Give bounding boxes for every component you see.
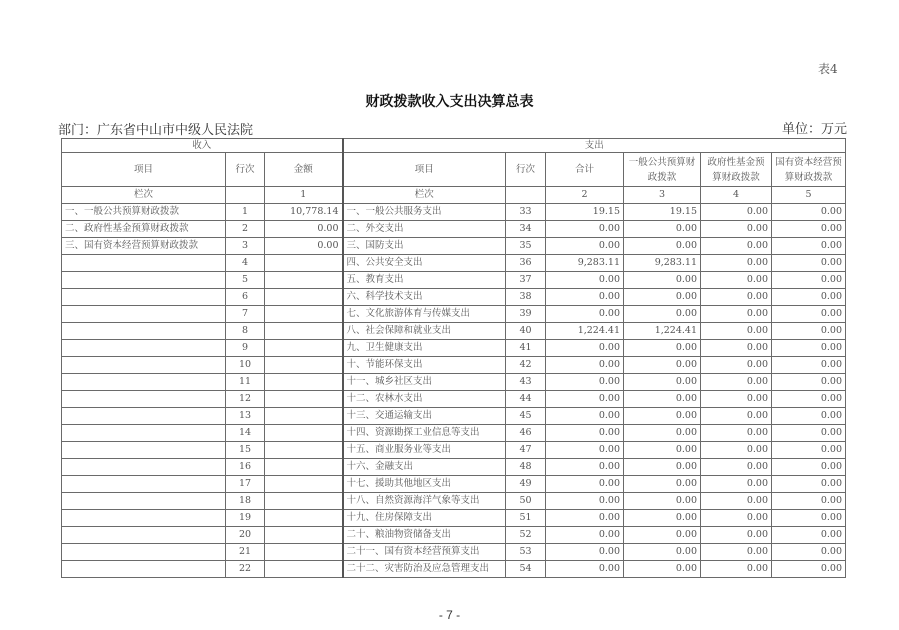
cell-total: 0.00 [546, 544, 624, 561]
table-row [62, 357, 846, 374]
cell-income-line: 11 [226, 374, 265, 391]
cell-gov-fund: 0.00 [701, 255, 772, 272]
table-row [62, 289, 846, 306]
page-number: - 7 - [438, 608, 461, 622]
cell-gov-fund: 0.00 [701, 289, 772, 306]
table-row [62, 527, 846, 544]
cell-total: 0.00 [546, 442, 624, 459]
cell-expense-line: 35 [506, 238, 546, 255]
cell-expense-item: 十四、资源勘探工业信息等支出 [343, 425, 506, 442]
cell-income-line: 14 [226, 425, 265, 442]
cell-income-item: 二、政府性基金预算财政拨款 [62, 221, 226, 238]
lanci-total: 2 [546, 187, 624, 204]
cell-total: 0.00 [546, 510, 624, 527]
table-row [62, 272, 846, 289]
cell-expense-item: 二十一、国有资本经营预算支出 [343, 544, 506, 561]
cell-income-item [62, 442, 226, 459]
col-state-capital: 国有资本经营预算财政拨款 [772, 153, 846, 187]
cell-gov-fund: 0.00 [701, 544, 772, 561]
col-income-line: 行次 [226, 153, 265, 187]
cell-total: 0.00 [546, 493, 624, 510]
cell-gov-fund: 0.00 [701, 272, 772, 289]
cell-income-item [62, 476, 226, 493]
cell-income-amount [265, 476, 343, 493]
cell-total: 0.00 [546, 340, 624, 357]
cell-general-budget: 0.00 [624, 442, 701, 459]
cell-state-capital: 0.00 [772, 408, 846, 425]
cell-state-capital: 0.00 [772, 357, 846, 374]
cell-general-budget: 0.00 [624, 357, 701, 374]
col-income-amount: 金额 [265, 153, 343, 187]
cell-gov-fund: 0.00 [701, 374, 772, 391]
cell-expense-line: 33 [506, 204, 546, 221]
cell-general-budget: 0.00 [624, 493, 701, 510]
cell-state-capital: 0.00 [772, 510, 846, 527]
cell-total: 9,283.11 [546, 255, 624, 272]
cell-state-capital: 0.00 [772, 391, 846, 408]
cell-general-budget: 0.00 [624, 289, 701, 306]
cell-income-item [62, 272, 226, 289]
cell-expense-item: 十、节能环保支出 [343, 357, 506, 374]
cell-gov-fund: 0.00 [701, 425, 772, 442]
cell-total: 1,224.41 [546, 323, 624, 340]
cell-general-budget: 0.00 [624, 238, 701, 255]
lanci-income-label: 栏次 [62, 187, 226, 204]
page-title: 财政拨款收入支出决算总表 [365, 94, 534, 110]
cell-total: 19.15 [546, 204, 624, 221]
cell-expense-line: 53 [506, 544, 546, 561]
cell-gov-fund: 0.00 [701, 527, 772, 544]
cell-income-item [62, 544, 226, 561]
cell-expense-line: 42 [506, 357, 546, 374]
cell-expense-item: 九、卫生健康支出 [343, 340, 506, 357]
cell-expense-item: 四、公共安全支出 [343, 255, 506, 272]
cell-general-budget: 0.00 [624, 408, 701, 425]
cell-state-capital: 0.00 [772, 221, 846, 238]
unit-label: 单位：万元 [782, 122, 848, 137]
cell-income-line: 2 [226, 221, 265, 238]
cell-total: 0.00 [546, 357, 624, 374]
cell-income-line: 12 [226, 391, 265, 408]
cell-general-budget: 0.00 [624, 272, 701, 289]
cell-state-capital: 0.00 [772, 493, 846, 510]
table-row [62, 323, 846, 340]
col-general-budget: 一般公共预算财政拨款 [624, 153, 701, 187]
cell-general-budget: 0.00 [624, 544, 701, 561]
cell-total: 0.00 [546, 391, 624, 408]
cell-gov-fund: 0.00 [701, 510, 772, 527]
cell-state-capital: 0.00 [772, 238, 846, 255]
cell-general-budget: 19.15 [624, 204, 701, 221]
cell-income-amount [265, 255, 343, 272]
cell-total: 0.00 [546, 374, 624, 391]
table-row [62, 459, 846, 476]
cell-total: 0.00 [546, 459, 624, 476]
cell-general-budget: 0.00 [624, 527, 701, 544]
cell-income-line: 18 [226, 493, 265, 510]
table-row [62, 425, 846, 442]
table-row [62, 561, 846, 578]
cell-state-capital: 0.00 [772, 289, 846, 306]
cell-expense-line: 44 [506, 391, 546, 408]
cell-expense-item: 十五、商业服务业等支出 [343, 442, 506, 459]
cell-gov-fund: 0.00 [701, 493, 772, 510]
cell-income-line: 8 [226, 323, 265, 340]
cell-state-capital: 0.00 [772, 323, 846, 340]
cell-income-amount: 10,778.14 [265, 204, 343, 221]
cell-income-item [62, 357, 226, 374]
cell-income-line: 16 [226, 459, 265, 476]
cell-state-capital: 0.00 [772, 374, 846, 391]
cell-gov-fund: 0.00 [701, 340, 772, 357]
cell-expense-line: 45 [506, 408, 546, 425]
cell-income-item [62, 510, 226, 527]
cell-expense-item: 一、一般公共服务支出 [343, 204, 506, 221]
cell-income-amount [265, 408, 343, 425]
cell-income-item [62, 459, 226, 476]
cell-income-line: 22 [226, 561, 265, 578]
cell-income-amount [265, 306, 343, 323]
cell-income-item [62, 374, 226, 391]
cell-gov-fund: 0.00 [701, 459, 772, 476]
cell-gov-fund: 0.00 [701, 204, 772, 221]
cell-income-item [62, 255, 226, 272]
cell-general-budget: 0.00 [624, 306, 701, 323]
cell-general-budget: 0.00 [624, 391, 701, 408]
cell-expense-line: 43 [506, 374, 546, 391]
cell-income-amount [265, 391, 343, 408]
cell-income-amount [265, 544, 343, 561]
cell-total: 0.00 [546, 272, 624, 289]
cell-state-capital: 0.00 [772, 425, 846, 442]
table-row [62, 255, 846, 272]
cell-income-line: 6 [226, 289, 265, 306]
col-total: 合计 [546, 153, 624, 187]
cell-income-item [62, 408, 226, 425]
cell-income-amount [265, 510, 343, 527]
cell-state-capital: 0.00 [772, 272, 846, 289]
cell-general-budget: 0.00 [624, 374, 701, 391]
fiscal-summary-table [61, 138, 846, 578]
cell-expense-item: 六、科学技术支出 [343, 289, 506, 306]
lanci-fund: 4 [701, 187, 772, 204]
cell-state-capital: 0.00 [772, 306, 846, 323]
cell-expense-item: 十八、自然资源海洋气象等支出 [343, 493, 506, 510]
cell-total: 0.00 [546, 221, 624, 238]
table-row [62, 306, 846, 323]
cell-income-item: 三、国有资本经营预算财政拨款 [62, 238, 226, 255]
lanci-expense-label: 栏次 [343, 187, 506, 204]
cell-expense-item: 二十、粮油物资储备支出 [343, 527, 506, 544]
cell-expense-item: 三、国防支出 [343, 238, 506, 255]
table-row [62, 204, 846, 221]
cell-general-budget: 0.00 [624, 425, 701, 442]
lanci-income-amount: 1 [265, 187, 343, 204]
cell-expense-line: 49 [506, 476, 546, 493]
cell-gov-fund: 0.00 [701, 238, 772, 255]
cell-expense-line: 46 [506, 425, 546, 442]
col-gov-fund: 政府性基金预算财政拨款 [701, 153, 772, 187]
cell-income-line: 17 [226, 476, 265, 493]
cell-expense-item: 八、社会保障和就业支出 [343, 323, 506, 340]
table-row [62, 544, 846, 561]
expense-section-header: 支出 [343, 139, 846, 153]
cell-income-amount [265, 340, 343, 357]
cell-expense-line: 34 [506, 221, 546, 238]
cell-gov-fund: 0.00 [701, 221, 772, 238]
cell-general-budget: 0.00 [624, 459, 701, 476]
cell-income-line: 15 [226, 442, 265, 459]
lanci-income-line [226, 187, 265, 204]
cell-income-item [62, 493, 226, 510]
cell-state-capital: 0.00 [772, 204, 846, 221]
cell-general-budget: 0.00 [624, 510, 701, 527]
cell-income-amount [265, 493, 343, 510]
cell-income-item [62, 391, 226, 408]
department-label: 部门：广东省中山市中级人民法院 [58, 123, 254, 138]
cell-income-amount [265, 442, 343, 459]
cell-state-capital: 0.00 [772, 476, 846, 493]
cell-income-amount [265, 374, 343, 391]
cell-expense-item: 十九、住房保障支出 [343, 510, 506, 527]
cell-income-line: 9 [226, 340, 265, 357]
cell-total: 0.00 [546, 289, 624, 306]
table-row [62, 391, 846, 408]
cell-gov-fund: 0.00 [701, 357, 772, 374]
cell-income-line: 4 [226, 255, 265, 272]
cell-gov-fund: 0.00 [701, 306, 772, 323]
cell-total: 0.00 [546, 561, 624, 578]
cell-total: 0.00 [546, 238, 624, 255]
cell-income-item [62, 289, 226, 306]
cell-state-capital: 0.00 [772, 255, 846, 272]
cell-income-item [62, 527, 226, 544]
cell-income-line: 10 [226, 357, 265, 374]
cell-income-item: 一、一般公共预算财政拨款 [62, 204, 226, 221]
cell-income-item [62, 561, 226, 578]
cell-state-capital: 0.00 [772, 459, 846, 476]
table-row [62, 238, 846, 255]
cell-total: 0.00 [546, 408, 624, 425]
cell-income-line: 3 [226, 238, 265, 255]
lanci-capital: 5 [772, 187, 846, 204]
table-row [62, 374, 846, 391]
table-row [62, 442, 846, 459]
cell-income-amount: 0.00 [265, 238, 343, 255]
cell-expense-line: 48 [506, 459, 546, 476]
cell-income-amount [265, 323, 343, 340]
cell-expense-item: 十二、农林水支出 [343, 391, 506, 408]
cell-general-budget: 0.00 [624, 561, 701, 578]
cell-gov-fund: 0.00 [701, 408, 772, 425]
cell-expense-item: 十六、金融支出 [343, 459, 506, 476]
cell-gov-fund: 0.00 [701, 442, 772, 459]
table-row [62, 408, 846, 425]
cell-gov-fund: 0.00 [701, 391, 772, 408]
table-number: 表4 [818, 62, 838, 76]
lanci-general: 3 [624, 187, 701, 204]
cell-income-item [62, 340, 226, 357]
table-row [62, 221, 846, 238]
cell-expense-line: 51 [506, 510, 546, 527]
cell-total: 0.00 [546, 527, 624, 544]
cell-expense-line: 37 [506, 272, 546, 289]
cell-income-amount [265, 425, 343, 442]
col-income-item: 项目 [62, 153, 226, 187]
cell-state-capital: 0.00 [772, 442, 846, 459]
income-section-header: 收入 [62, 139, 343, 153]
cell-general-budget: 0.00 [624, 340, 701, 357]
cell-income-line: 7 [226, 306, 265, 323]
cell-income-line: 19 [226, 510, 265, 527]
cell-income-amount [265, 357, 343, 374]
cell-state-capital: 0.00 [772, 561, 846, 578]
cell-general-budget: 9,283.11 [624, 255, 701, 272]
cell-state-capital: 0.00 [772, 527, 846, 544]
cell-expense-line: 38 [506, 289, 546, 306]
cell-income-item [62, 425, 226, 442]
cell-total: 0.00 [546, 476, 624, 493]
cell-total: 0.00 [546, 306, 624, 323]
cell-income-line: 1 [226, 204, 265, 221]
cell-income-amount [265, 561, 343, 578]
cell-expense-line: 40 [506, 323, 546, 340]
cell-income-line: 5 [226, 272, 265, 289]
cell-income-amount [265, 289, 343, 306]
cell-total: 0.00 [546, 425, 624, 442]
cell-expense-line: 50 [506, 493, 546, 510]
cell-expense-item: 十七、援助其他地区支出 [343, 476, 506, 493]
cell-expense-item: 二、外交支出 [343, 221, 506, 238]
cell-general-budget: 1,224.41 [624, 323, 701, 340]
cell-expense-item: 二十二、灾害防治及应急管理支出 [343, 561, 506, 578]
cell-expense-item: 十三、交通运输支出 [343, 408, 506, 425]
cell-expense-item: 七、文化旅游体育与传媒支出 [343, 306, 506, 323]
cell-expense-item: 五、教育支出 [343, 272, 506, 289]
table-row [62, 340, 846, 357]
cell-income-line: 20 [226, 527, 265, 544]
table-row [62, 493, 846, 510]
cell-general-budget: 0.00 [624, 221, 701, 238]
cell-expense-line: 52 [506, 527, 546, 544]
cell-expense-line: 54 [506, 561, 546, 578]
cell-state-capital: 0.00 [772, 340, 846, 357]
col-expense-item: 项目 [343, 153, 506, 187]
cell-income-item [62, 306, 226, 323]
table-row [62, 510, 846, 527]
cell-gov-fund: 0.00 [701, 323, 772, 340]
cell-expense-line: 47 [506, 442, 546, 459]
cell-general-budget: 0.00 [624, 476, 701, 493]
cell-income-amount [265, 459, 343, 476]
cell-income-line: 21 [226, 544, 265, 561]
table-row [62, 476, 846, 493]
cell-income-line: 13 [226, 408, 265, 425]
cell-gov-fund: 0.00 [701, 561, 772, 578]
cell-expense-line: 39 [506, 306, 546, 323]
cell-expense-item: 十一、城乡社区支出 [343, 374, 506, 391]
cell-income-item [62, 323, 226, 340]
cell-gov-fund: 0.00 [701, 476, 772, 493]
cell-expense-line: 41 [506, 340, 546, 357]
cell-income-amount [265, 527, 343, 544]
cell-state-capital: 0.00 [772, 544, 846, 561]
cell-income-amount: 0.00 [265, 221, 343, 238]
cell-expense-line: 36 [506, 255, 546, 272]
col-expense-line: 行次 [506, 153, 546, 187]
cell-income-amount [265, 272, 343, 289]
lanci-expense-line [506, 187, 546, 204]
